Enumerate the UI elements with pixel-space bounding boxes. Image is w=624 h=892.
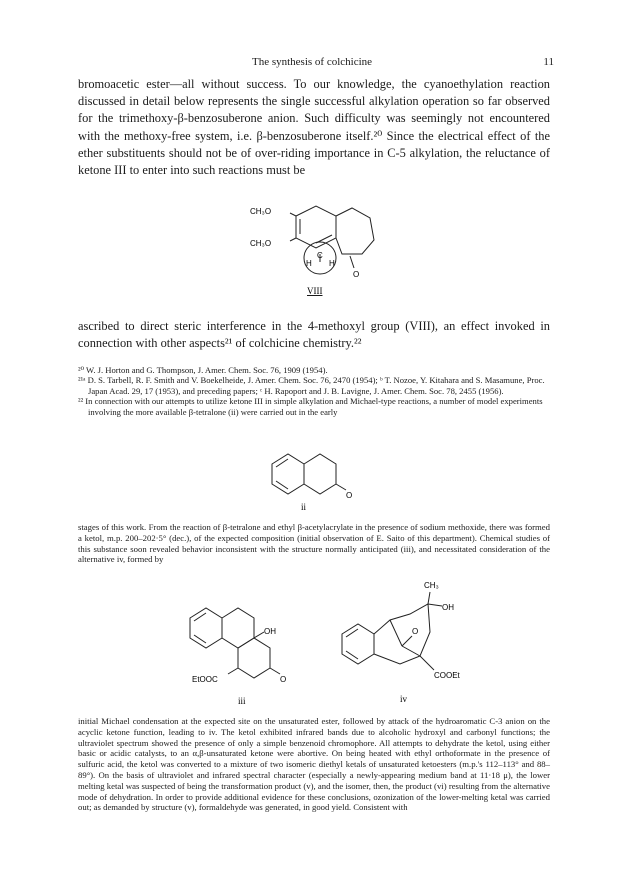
structure-ii-caption: ii xyxy=(301,502,307,512)
running-header-title: The synthesis of colchicine xyxy=(251,56,373,68)
structure-viii-label-h-left: H xyxy=(306,259,312,268)
structure-iii-label-o: O xyxy=(280,675,287,684)
structure-viii-diagram xyxy=(236,196,386,298)
structure-viii-label-h-right: H xyxy=(329,259,335,268)
body-paragraph-4 xyxy=(78,716,550,813)
structure-ii-diagram xyxy=(262,434,362,512)
paragraph-text: ascribed to direct steric interference in the 4-methoxyl group (VIII), an effect invoked in connection with other aspects²¹ of colchicine chemistry.²² xyxy=(78,319,550,351)
structure-viii-caption: VIII xyxy=(307,286,323,296)
structure-iv-label-ch3: CH₃ xyxy=(424,581,439,590)
paragraph-text: initial Michael condensation at the expected site on the unsaturated ester, followed by attack of the hydroaromatic C-3 anion on the acyclic ketone function, leading to iv. The ketol exhibited infrared bands due to alcoholic hydroxyl and carbonyl functions; the ultraviolet spectrum showed the presence of only a simple benzenoid chromophore. All attempts to dehydrate the ketol, using either basic or acidic catalysts, to an α,β-unsaturated ketone were abortive. On being heated with ethyl orthoformate in the presence of sulfuric acid, the ketol was converted to a mixture of two isomeric diethyl ketals of unsaturated ketoesters (m.p.'s 112–113° and 88–89°). On the basis of ultraviolet and infrared spectral character (especially a newly-appearing medium band at 11·18 μ), the lower melting ketal was suspected of being the transformation product (v), and the isomer, then, the product (vi) resulting from the alternative mode of dehydration. In order to provide additional evidence for these conclusions, ozonization of the lower-melting ketal was carried out; as demanded by structure (v), formaldehyde was generated, in good yield. Consistent with xyxy=(78,716,550,813)
structure-viii-label-ch3o-1: CH₃O xyxy=(250,207,272,216)
page-number: 11 xyxy=(543,56,554,68)
footnote-22: ²² In connection with our attempts to utilize ketone III in simple alkylation and Michael-type reactions, a number of model experiments involving the more available β-tetralone (ii) were carried out in the early xyxy=(78,396,543,417)
paragraph-text: stages of this work. From the reaction of β-tetralone and ethyl β-acetylacrylate in the presence of sodium methoxide, there was formed a ketol, m.p. 200–202·5° (dec.), of the expected composition (initial observation of E. Saito of this department). Chemical studies of this substance soon revealed behavior inconsistent with the structure normally anticipated (iii), and necessitated consideration of the alternative iv, formed by xyxy=(78,522,550,565)
body-paragraph-1 xyxy=(78,76,550,179)
footnote-21: ²¹ᵃ D. S. Tarbell, R. F. Smith and V. Boekelheide, J. Amer. Chem. Soc. 76, 2470 (1954); ᵇ T. Nozoe, Y. Kitahara and S. Masamune, Proc. Japan Acad. 29, 17 (1953), and preceding papers; ᶜ H. Rapoport and J. B. Lavigne, J. Amer. Chem. Soc. 78, 2455 (1956). xyxy=(78,375,545,396)
structure-iv-label-o: O xyxy=(412,627,419,636)
structure-iii-caption: iii xyxy=(238,696,246,706)
paragraph-text: bromoacetic ester—all without success. To our knowledge, the cyanoethylation reaction discussed in detail below represents the single successful alkylation operation so far observed for the trimethoxy-β-benzosuberone anion. Such difficulty was seemingly not encountered with the methoxy-free system, i.e. β-benzosuberone itself.²⁰ Since the electrical effect of the ether substituents should not be of over-riding importance in C-5 alkylation, the reluctance of ketone III to enter into such reactions must be xyxy=(78,77,550,178)
body-paragraph-3 xyxy=(78,522,550,565)
structure-viii-label-o: O xyxy=(353,270,360,279)
footnotes-block xyxy=(78,365,550,417)
structure-iii-diagram xyxy=(180,588,310,706)
structure-iv-diagram xyxy=(330,562,480,706)
structure-viii-label-ch3o-2: CH₃O xyxy=(250,239,272,248)
body-paragraph-2 xyxy=(78,318,550,352)
structure-iv-caption: iv xyxy=(400,694,408,704)
structure-viii-label-c: C xyxy=(317,251,323,260)
structure-iv-label-cooet: COOEt xyxy=(434,671,460,680)
footnote-20: ²⁰ W. J. Horton and G. Thompson, J. Amer. Chem. Soc. 76, 1909 (1954). xyxy=(78,365,328,375)
structure-iv-label-oh: OH xyxy=(442,603,454,612)
structure-iii-label-oh: OH xyxy=(264,627,276,636)
structure-ii-label-o: O xyxy=(346,491,353,500)
structure-iii-label-etooc: EtOOC xyxy=(192,675,218,684)
